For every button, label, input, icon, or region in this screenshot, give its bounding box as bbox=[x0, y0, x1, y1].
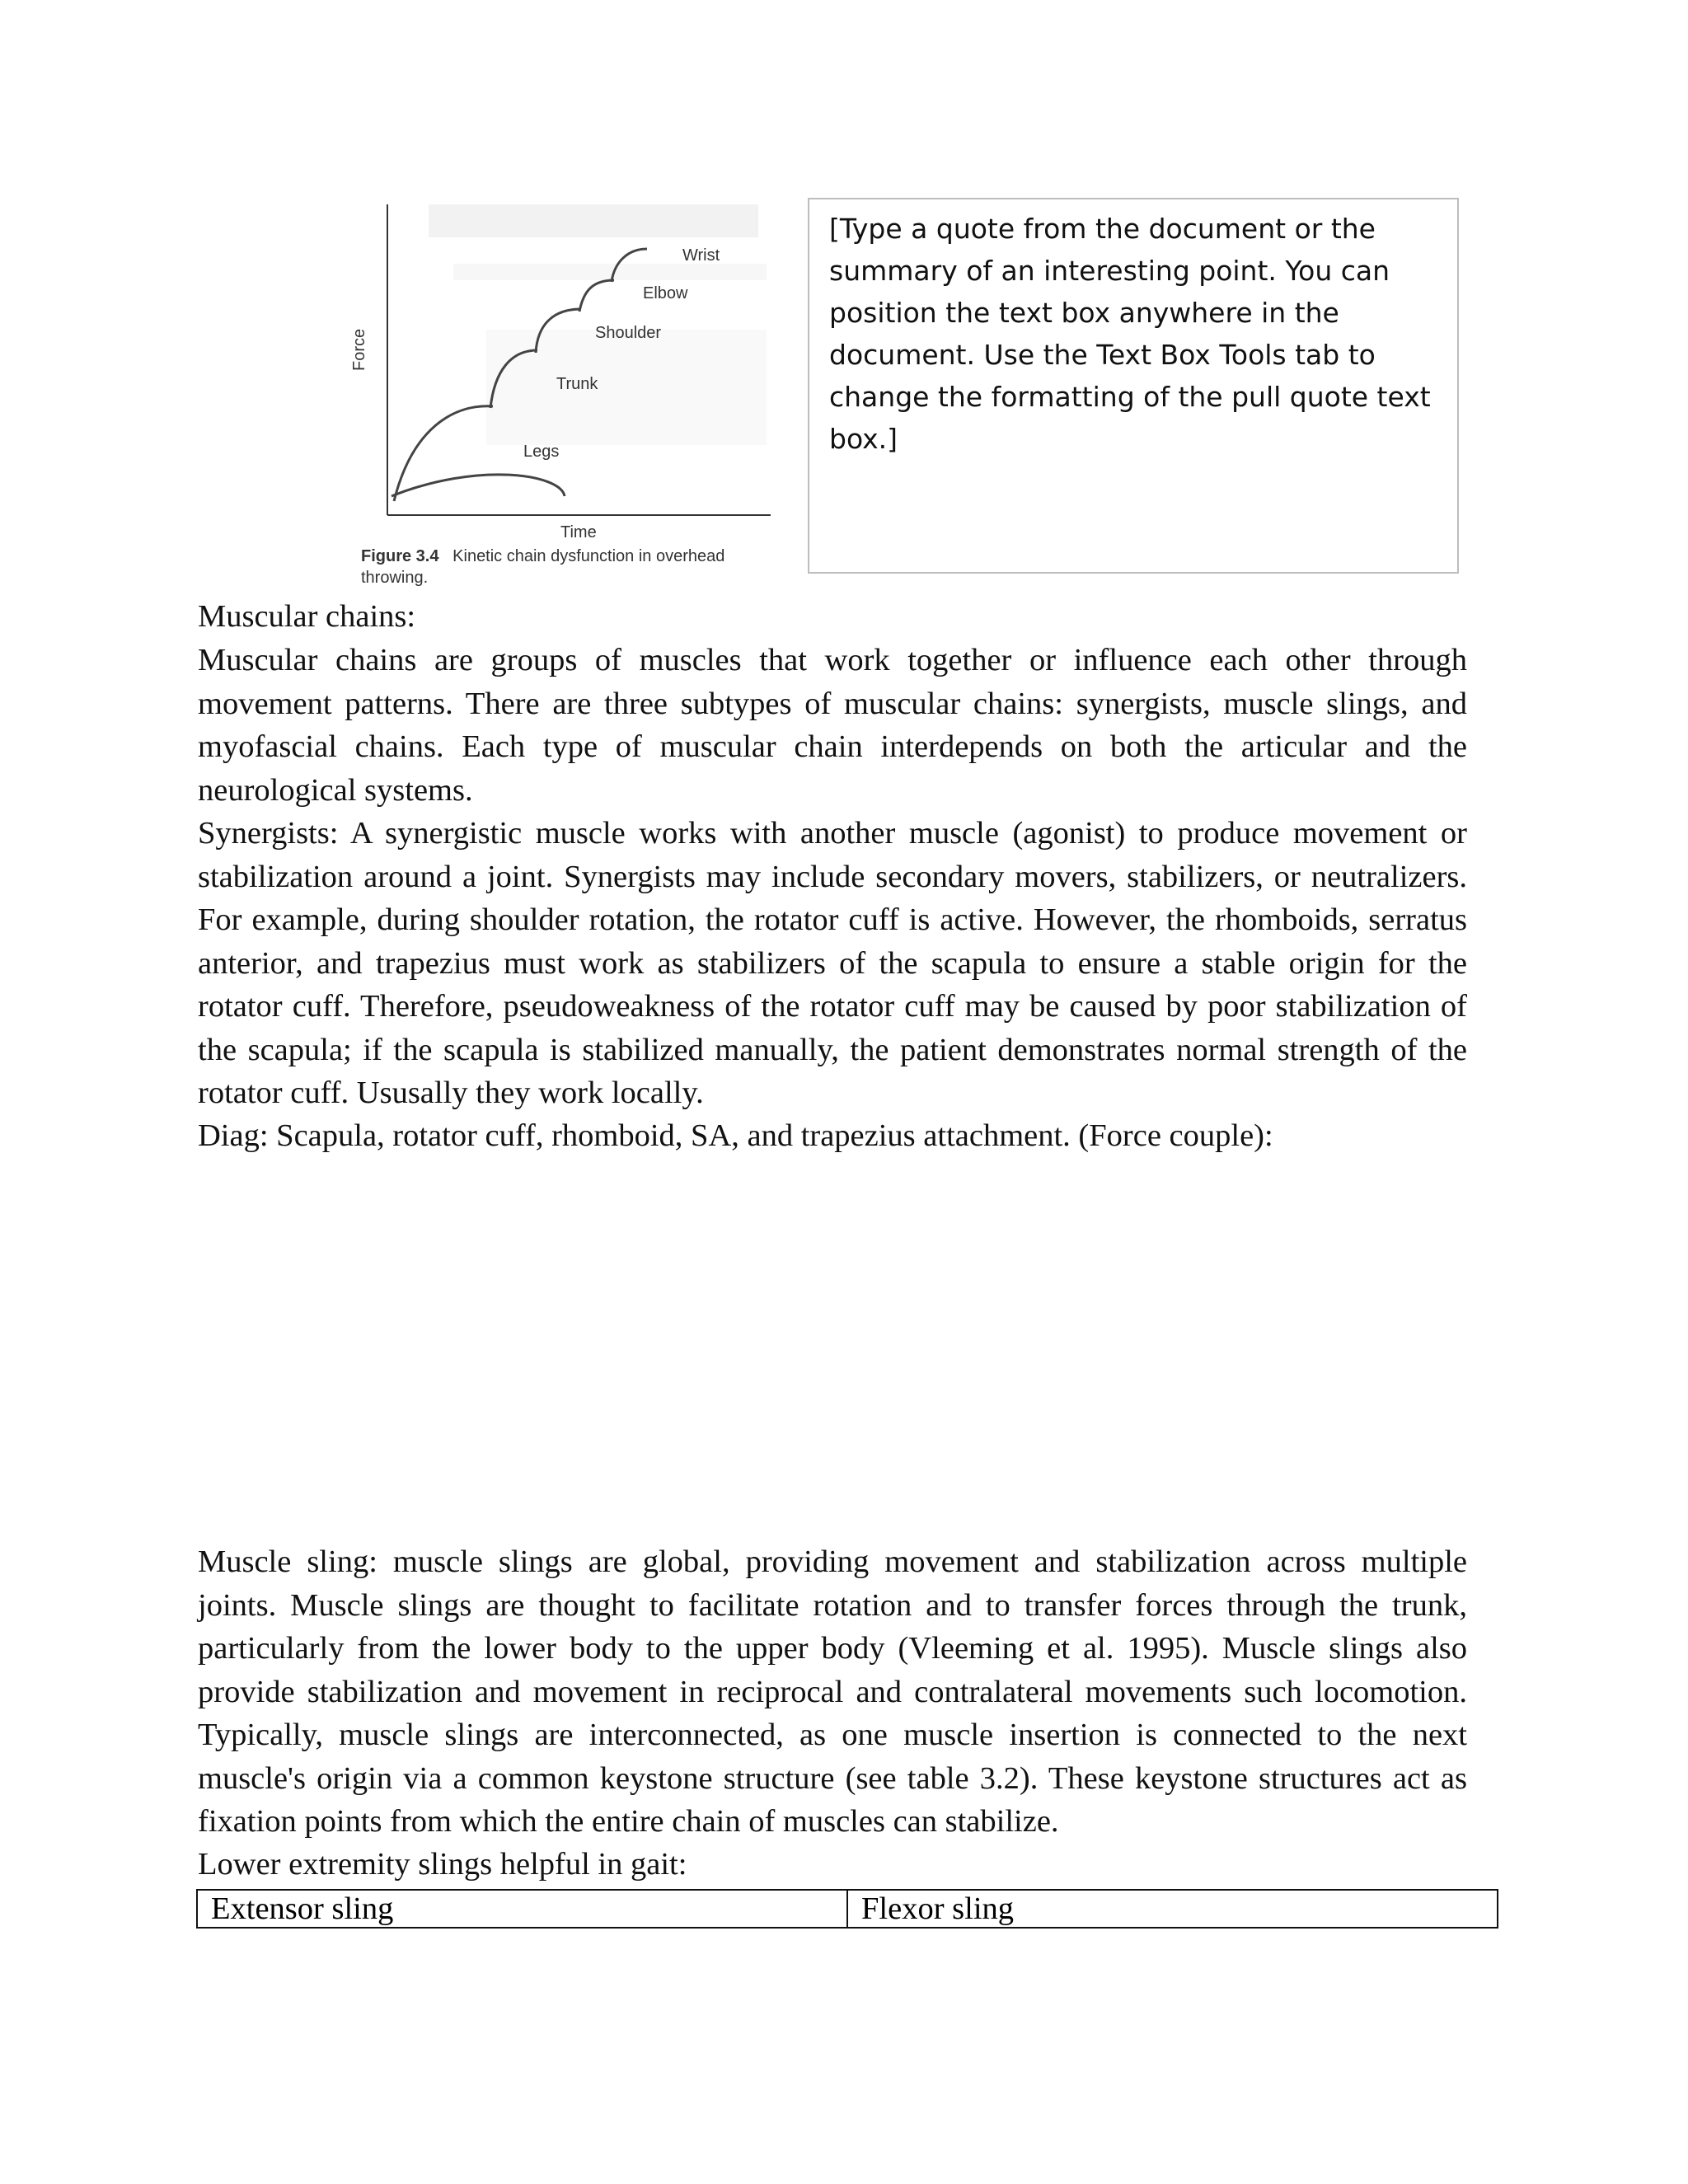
table-cell-flexor-sling: Flexor sling bbox=[847, 1890, 1498, 1928]
segment-label-shoulder: Shoulder bbox=[595, 324, 662, 342]
slings-table bbox=[196, 1889, 1498, 1929]
segment-label-wrist: Wrist bbox=[682, 246, 720, 265]
legs-arc bbox=[394, 406, 493, 501]
figure-background-smudge bbox=[453, 264, 767, 280]
kinetic-chain-diagram bbox=[350, 198, 783, 544]
table-cell-extensor-sling: Extensor sling bbox=[197, 1890, 847, 1928]
x-axis-label: Time bbox=[560, 523, 597, 541]
pull-quote-text-box[interactable] bbox=[808, 198, 1459, 574]
y-axis-label: Force bbox=[350, 328, 368, 371]
heading-muscular-chains: Muscular chains: bbox=[198, 599, 416, 634]
table-row bbox=[197, 1890, 1498, 1928]
legs-base-arc bbox=[392, 475, 565, 496]
paragraph-muscle-sling: Muscle sling: muscle slings are global, providing movement and stabilization across multiple joints. Muscle slings are thought to facilitate rotation and to transfer forces through the trunk, particularly from the lower body to the upper body (Vleeming et al. 1995). Muscle slings also provide stabilization and movement in reciprocal and contralateral movements such locomotion. Typically, muscle slings are interconnected, as one muscle insertion is connected to the next muscle's origin via a common keystone structure (see table 3.2). These keystone structures act as fixation points from which the entire chain of muscles can stabilize. bbox=[198, 1544, 1467, 1839]
pull-quote-text[interactable]: [Type a quote from the document or the summary of an interesting point. You can position the text box anywhere in the document. Use the Text Box Tools tab to change the formatting of the pull quote text box.] bbox=[829, 213, 1431, 455]
figure-caption bbox=[361, 546, 790, 588]
segment-label-trunk: Trunk bbox=[556, 375, 598, 393]
segment-label-elbow: Elbow bbox=[643, 284, 688, 302]
figure-number: Figure 3.4 bbox=[361, 547, 439, 565]
segment-label-legs: Legs bbox=[523, 443, 560, 461]
line-lower-extremity-slings: Lower extremity slings helpful in gait: bbox=[198, 1847, 687, 1882]
figure-background-smudge bbox=[486, 330, 767, 445]
figure-background-smudge bbox=[429, 204, 758, 237]
paragraph-synergists: Synergists: A synergistic muscle works with another muscle (agonist) to produce movement or stabilization around a joint. Synergists may include secondary movers, stabilizers, or neutralizers. For example, during shoulder rotation, the rotator cuff is active. However, the rhomboids, serratus anterior, and trapezius must work as stabilizers of the scapula to ensure a stable origin for the rotator cuff. Therefore, pseudoweakness of the rotator cuff may be caused by poor stabilization of the scapula; if the scapula is stabilized manually, the patient demonstrates normal strength of the rotator cuff. Ususally they work locally. bbox=[198, 816, 1467, 1110]
line-diagram-note: Diag: Scapula, rotator cuff, rhomboid, SA, and trapezius attachment. (Force couple): bbox=[198, 1118, 1273, 1153]
elbow-arc bbox=[579, 280, 614, 312]
figure-caption-text: Kinetic chain dysfunction in overhead throwing. bbox=[361, 547, 725, 587]
paragraph-muscular-chains: Muscular chains are groups of muscles that work together or influence each other through movement patterns. There are three subtypes of muscular chains: synergists, muscle slings, and myofascial chains. Each type of muscular chain interdepends on both the articular and the neurological systems. bbox=[198, 643, 1467, 808]
kinetic-chain-figure bbox=[350, 198, 783, 593]
